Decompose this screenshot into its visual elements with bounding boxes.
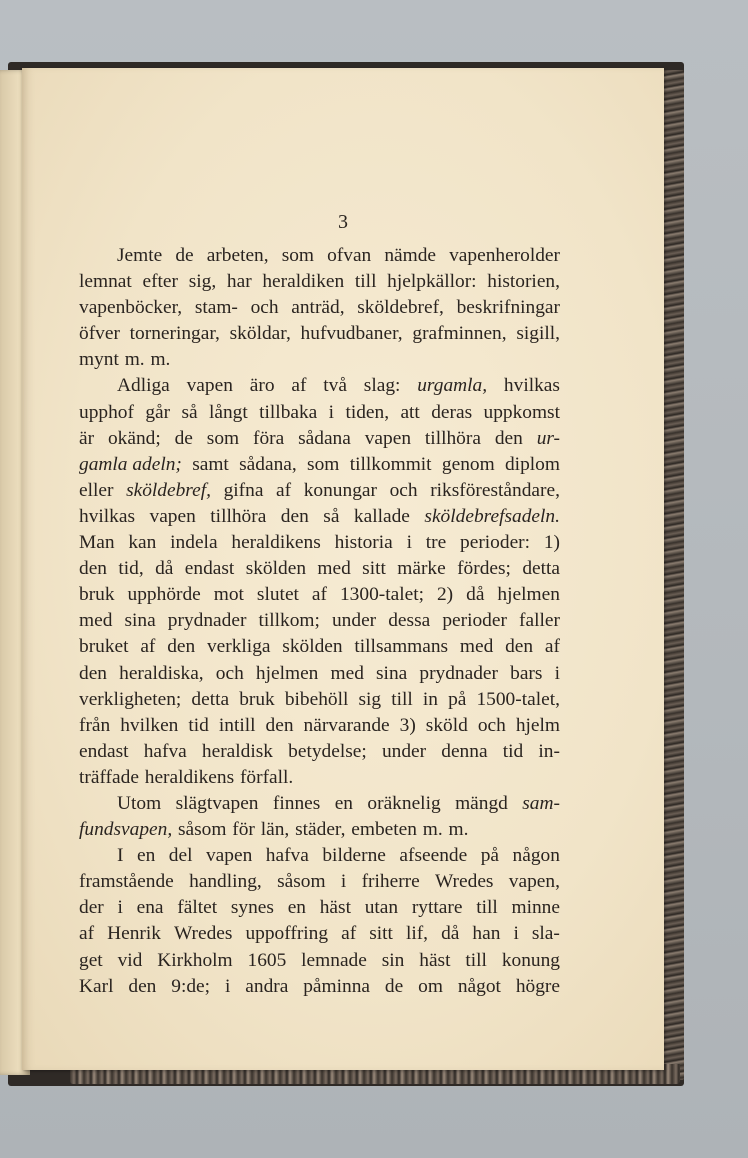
word: stam- xyxy=(194,297,238,319)
word: verkliga xyxy=(206,636,271,658)
word: i xyxy=(406,532,412,554)
word: städer, xyxy=(295,819,346,841)
word: slag: xyxy=(363,375,401,397)
text-line xyxy=(79,974,560,1000)
word: af xyxy=(311,584,327,606)
text-line xyxy=(79,530,560,556)
word: vapen, xyxy=(508,871,560,893)
word: bruk xyxy=(79,584,115,606)
word: Jemte xyxy=(117,245,163,266)
word: vapen xyxy=(149,505,196,527)
word: hafva xyxy=(265,845,309,867)
word: tillsammans xyxy=(354,636,449,658)
word: sådana xyxy=(298,427,351,449)
word: sköldebref, xyxy=(357,297,444,319)
word: andra xyxy=(245,975,289,997)
word: af xyxy=(276,479,292,501)
word: Wredes xyxy=(174,923,233,945)
word: en xyxy=(287,897,306,919)
word: heraldikens xyxy=(231,532,321,554)
word: med xyxy=(79,610,113,632)
word: äro xyxy=(249,375,275,397)
word: sitt xyxy=(362,558,386,580)
word: påminna xyxy=(303,975,371,997)
word: arbeten, xyxy=(206,245,269,266)
word: ofvan xyxy=(327,245,372,266)
word: tid xyxy=(502,740,524,762)
word: lemnat xyxy=(79,271,132,293)
word: prydnader xyxy=(167,610,247,632)
word: märke xyxy=(397,558,446,580)
word: i xyxy=(340,871,347,893)
word: då xyxy=(466,584,485,606)
word: vapen xyxy=(205,845,253,867)
text-line xyxy=(79,661,560,687)
word: som xyxy=(206,427,240,449)
word: af xyxy=(341,923,357,945)
word: gifna xyxy=(223,479,264,501)
text-line xyxy=(79,843,560,869)
word: 1) xyxy=(543,532,560,554)
word: hvilkas xyxy=(79,505,136,527)
word: 2) xyxy=(436,584,454,606)
word: riksföreståndare, xyxy=(430,479,560,501)
word: oräknelig xyxy=(367,792,441,814)
word: handling, xyxy=(189,871,262,893)
italic-word: sam- xyxy=(522,792,560,814)
word: den xyxy=(128,975,157,997)
word: hufvudbaner, xyxy=(300,323,403,345)
word: hvilken xyxy=(120,714,179,736)
word: har xyxy=(226,271,252,293)
text-line xyxy=(79,243,560,269)
word: perioder: xyxy=(460,532,531,554)
text-line xyxy=(79,948,560,974)
word: långt xyxy=(208,401,248,423)
word: Adliga xyxy=(117,375,170,397)
word: och xyxy=(250,297,279,319)
word: län, xyxy=(260,819,290,841)
word: tillkommit xyxy=(349,453,432,475)
word: mängd xyxy=(455,792,508,814)
word: grafminnen, xyxy=(412,323,507,345)
word: träffade xyxy=(79,766,139,788)
word: förfall. xyxy=(239,766,294,788)
text-line xyxy=(79,921,560,947)
word: historien, xyxy=(487,271,560,293)
word: uppoffring xyxy=(245,923,329,945)
text-line xyxy=(79,452,560,478)
word: till xyxy=(391,688,413,710)
word: såsom xyxy=(277,871,326,893)
word: in xyxy=(422,688,438,710)
word: Utom xyxy=(117,792,162,814)
word: 1500-talet, xyxy=(476,688,560,710)
word: bars xyxy=(510,662,543,684)
word: af xyxy=(291,375,307,397)
word: tid xyxy=(188,714,209,736)
word: närvarande xyxy=(303,714,390,736)
word: häst xyxy=(319,897,351,919)
word: bilderne xyxy=(322,845,386,867)
word: okänd; xyxy=(107,427,161,449)
word: och xyxy=(389,479,418,501)
text-line xyxy=(79,269,560,295)
word: hjelmen xyxy=(255,662,319,684)
word: sådana, xyxy=(239,453,297,475)
word: till xyxy=(465,949,487,971)
word: och xyxy=(477,714,506,736)
word: vid xyxy=(117,949,143,971)
word: som xyxy=(281,245,315,266)
word: tillhöra xyxy=(424,427,481,449)
text-line xyxy=(79,634,560,660)
word: genom xyxy=(441,453,495,475)
word: mynt xyxy=(79,349,119,371)
word: sin xyxy=(381,949,405,971)
book-page xyxy=(22,68,664,1070)
word: häst xyxy=(419,949,451,971)
word: den xyxy=(494,427,523,449)
word: sla- xyxy=(531,923,560,945)
word: den xyxy=(79,662,107,684)
word: 1605 xyxy=(247,949,287,971)
word: under xyxy=(331,610,377,632)
text-line xyxy=(79,426,560,452)
word: upphörde xyxy=(127,584,201,606)
word: detta xyxy=(191,688,230,710)
word: Henrik xyxy=(107,923,161,945)
word: i xyxy=(117,897,123,919)
word: tid, xyxy=(118,558,144,580)
word: framstående xyxy=(79,871,174,893)
word: de xyxy=(174,427,193,449)
word: för xyxy=(232,819,255,841)
word: faller xyxy=(519,610,560,632)
word: två xyxy=(323,375,347,397)
word: sigill, xyxy=(516,323,560,345)
word: af xyxy=(79,923,95,945)
word: att xyxy=(400,401,420,423)
word: afseende xyxy=(399,845,468,867)
word: tre xyxy=(425,532,447,554)
text-line xyxy=(79,347,560,373)
word: om xyxy=(418,975,443,997)
text-line xyxy=(79,373,560,399)
word: m. xyxy=(124,349,145,371)
word: beskrifningar xyxy=(456,297,560,319)
word: torneringar, xyxy=(129,323,220,345)
word: m. xyxy=(448,819,469,841)
word: lemnade xyxy=(301,949,367,971)
word: sig, xyxy=(188,271,217,293)
word: in- xyxy=(538,740,560,762)
word: nämde xyxy=(384,245,437,266)
word: vapenherolder xyxy=(449,245,560,266)
word: då xyxy=(441,923,460,945)
word: dessa xyxy=(388,610,431,632)
word: Kirkholm xyxy=(157,949,233,971)
word: som xyxy=(307,453,340,475)
word: med xyxy=(317,558,351,580)
word: slägtvapen xyxy=(175,792,259,814)
word: denna xyxy=(441,740,488,762)
word: prydnader xyxy=(419,662,498,684)
word: 9:de; xyxy=(171,975,211,997)
word: indela xyxy=(170,532,218,554)
text-line xyxy=(79,713,560,739)
word: diplom xyxy=(504,453,560,475)
word: i xyxy=(328,401,335,423)
word: hafva xyxy=(143,740,187,762)
word: skölden xyxy=(282,636,343,658)
word: till xyxy=(476,897,498,919)
italic-word: urgamla, xyxy=(417,375,488,397)
word: vapen xyxy=(186,375,233,397)
word: 1300-talet; xyxy=(339,584,424,606)
word: under xyxy=(381,740,427,762)
text-line xyxy=(79,504,560,530)
word: sig xyxy=(358,688,382,710)
word: de xyxy=(175,245,194,266)
word: finnes xyxy=(272,792,321,814)
word: slutet xyxy=(256,584,299,606)
word: den xyxy=(79,558,107,580)
word: verkligheten; xyxy=(79,688,182,710)
word: m. xyxy=(150,349,171,371)
word: lif, xyxy=(405,923,429,945)
word: något xyxy=(457,975,501,997)
word: sitt xyxy=(369,923,393,945)
italic-word: gamla adeln; xyxy=(79,453,182,475)
text-line xyxy=(79,608,560,634)
italic-word: ur- xyxy=(536,427,560,449)
italic-word: fundsvapen, xyxy=(79,819,173,841)
word: bruk xyxy=(239,688,275,710)
word: upphof xyxy=(79,401,134,423)
word: anträd, xyxy=(291,297,345,319)
word: hjelm xyxy=(515,714,560,736)
word: heraldikens xyxy=(144,766,235,788)
word: del xyxy=(168,845,193,867)
word: Man xyxy=(79,532,115,554)
word: tillhöra xyxy=(210,505,267,527)
text-line xyxy=(79,817,560,843)
word: bibehöll xyxy=(284,688,349,710)
word: vapenböcker, xyxy=(79,297,183,319)
word: heraldiska, xyxy=(119,662,204,684)
word: m. xyxy=(422,819,443,841)
word: är xyxy=(79,427,95,449)
word: hjelmen xyxy=(497,584,560,606)
word: till xyxy=(354,271,377,293)
word: heraldisk xyxy=(201,740,273,762)
word: tillbaka xyxy=(259,401,318,423)
word: I xyxy=(117,845,124,867)
word: historia xyxy=(334,532,393,554)
word: skölden xyxy=(245,558,307,580)
text-line xyxy=(79,556,560,582)
word: öfver xyxy=(79,323,120,345)
word: deras xyxy=(431,401,473,423)
text-line xyxy=(79,295,560,321)
word: perioder xyxy=(442,610,507,632)
word: föra xyxy=(253,427,285,449)
word: på xyxy=(448,688,467,710)
word: eller xyxy=(79,479,114,501)
page-number: 3 xyxy=(338,211,348,233)
word: tiden, xyxy=(345,401,390,423)
word: i xyxy=(554,662,560,684)
word: Karl xyxy=(79,975,114,997)
word: konungar xyxy=(303,479,377,501)
text-line xyxy=(79,791,560,817)
word: betydelse; xyxy=(288,740,367,762)
word: synes xyxy=(230,897,274,919)
word: och xyxy=(215,662,244,684)
word: hvilkas xyxy=(503,375,560,397)
word: i xyxy=(224,975,231,997)
text-line xyxy=(79,895,560,921)
word: den xyxy=(505,636,534,658)
word: sköldar, xyxy=(229,323,291,345)
word: så xyxy=(181,401,198,423)
word: de xyxy=(384,975,404,997)
word: med xyxy=(459,636,494,658)
word: han xyxy=(472,923,501,945)
word: mot xyxy=(213,584,244,606)
word: så xyxy=(323,505,340,527)
word: 3) xyxy=(399,714,416,736)
word: tillkom; xyxy=(258,610,320,632)
word: från xyxy=(79,714,111,736)
word: vapen xyxy=(364,427,412,449)
word: der xyxy=(79,897,104,919)
word: endast xyxy=(79,740,129,762)
word: högre xyxy=(515,975,560,997)
word: den xyxy=(167,636,196,658)
word: get xyxy=(79,949,103,971)
italic-word: sköldebrefsadeln. xyxy=(424,505,560,527)
word: endast xyxy=(184,558,235,580)
word: minne xyxy=(511,897,560,919)
body-text xyxy=(79,243,560,1000)
word: af xyxy=(140,636,156,658)
text-line xyxy=(79,869,560,895)
text-line xyxy=(79,478,560,504)
word: utan xyxy=(364,897,399,919)
word: intill xyxy=(218,714,256,736)
word: med xyxy=(330,662,364,684)
text-line xyxy=(79,687,560,713)
word: konung xyxy=(501,949,560,971)
word: friherre xyxy=(361,871,420,893)
word: fördes; xyxy=(457,558,511,580)
word: kallade xyxy=(353,505,410,527)
word: sina xyxy=(124,610,156,632)
word: ena xyxy=(136,897,164,919)
word: hjelpkällor: xyxy=(387,271,477,293)
word: bruket xyxy=(79,636,129,658)
text-line xyxy=(79,739,560,765)
italic-word: sköldebref, xyxy=(126,479,211,501)
word: den xyxy=(280,505,309,527)
word: heraldiken xyxy=(262,271,345,293)
word: embeten xyxy=(351,819,417,841)
text-line xyxy=(79,321,560,347)
word: sköld xyxy=(425,714,468,736)
text-line xyxy=(79,582,560,608)
word: efter xyxy=(142,271,178,293)
word: då xyxy=(155,558,174,580)
word: af xyxy=(544,636,560,658)
word: ryttare xyxy=(411,897,463,919)
text-line xyxy=(79,400,560,426)
word: samt xyxy=(192,453,229,475)
word: Wredes xyxy=(435,871,494,893)
word: en xyxy=(136,845,156,867)
word: den xyxy=(265,714,294,736)
word: såsom xyxy=(177,819,227,841)
word: någon xyxy=(512,845,560,867)
word: i xyxy=(513,923,519,945)
word: en xyxy=(334,792,354,814)
word: detta xyxy=(522,558,560,580)
word: kan xyxy=(128,532,157,554)
word: sina xyxy=(376,662,408,684)
text-line xyxy=(79,765,560,791)
word: går xyxy=(145,401,171,423)
word: uppkomst xyxy=(483,401,560,423)
word: fältet xyxy=(177,897,218,919)
word: på xyxy=(480,845,500,867)
